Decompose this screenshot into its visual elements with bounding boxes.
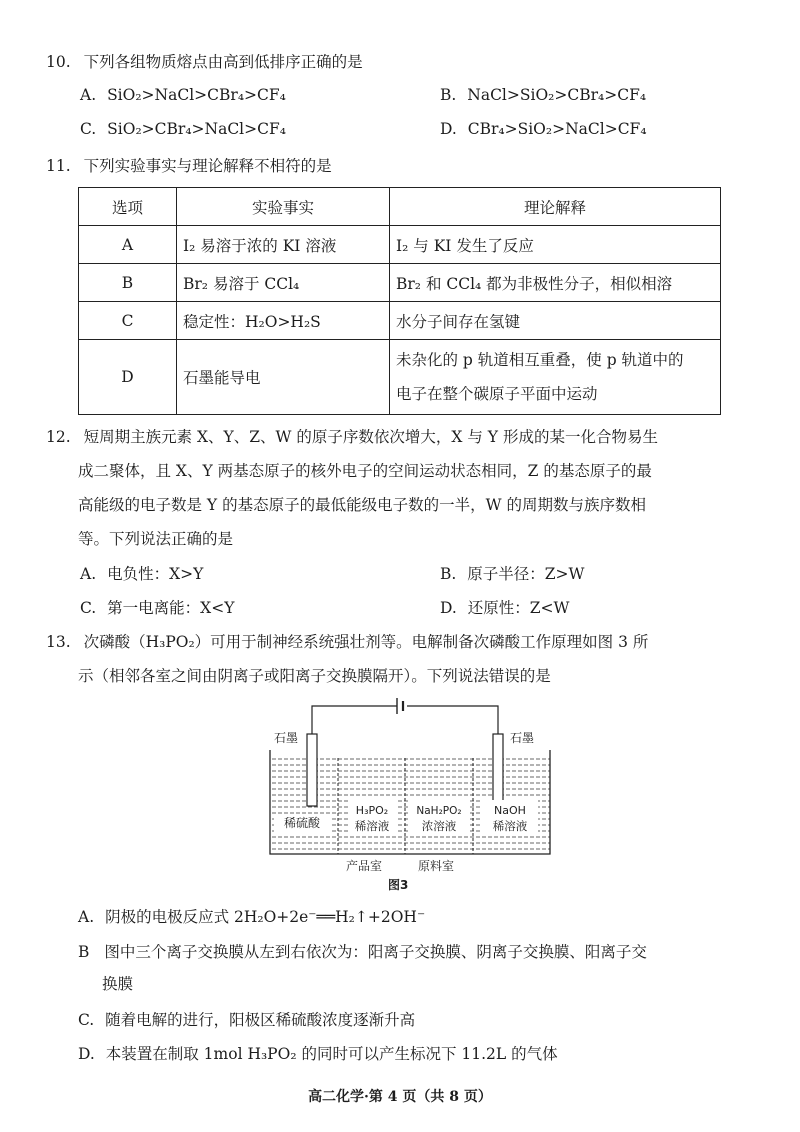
header-theory: 理论解释 bbox=[390, 188, 721, 226]
q12-option-a[interactable]: A. 电负性：X>Y bbox=[80, 565, 204, 583]
header-option: 选项 bbox=[79, 188, 177, 226]
page-footer: 高二化学·第 4 页（共 8 页） bbox=[308, 1089, 492, 1105]
q12-stem-line-3: 高能级的电子数是 Y 的基态原子的最低能级电子数的一半，W 的周期数与族序数相 bbox=[78, 496, 646, 514]
q13-option-c[interactable]: C. 随着电解的进行，阳极区稀硫酸浓度逐渐升高 bbox=[78, 1011, 416, 1029]
raw-chamber-label: 原料室 bbox=[417, 859, 455, 873]
theory-line-1: 未杂化的 p 轨道相互重叠，使 p 轨道中的 bbox=[396, 351, 684, 369]
q10-option-c[interactable]: C. SiO₂>CBr₄>NaCl>CF₄ bbox=[80, 120, 286, 138]
chamber3-label-2: 浓溶液 bbox=[421, 819, 457, 833]
q13-option-b[interactable]: B 图中三个离子交换膜从左到右依次为：阳离子交换膜、阴离子交换膜、阳离子交 bbox=[78, 943, 647, 961]
table-row: D 石墨能导电 未杂化的 p 轨道相互重叠，使 p 轨道中的 电子在整个碳原子平面中运动 bbox=[79, 340, 721, 415]
table-row: A I₂ 易溶于浓的 KI 溶液 I₂ 与 KI 发生了反应 bbox=[79, 226, 721, 264]
q10-option-d[interactable]: D. CBr₄>SiO₂>NaCl>CF₄ bbox=[440, 120, 647, 138]
q10-option-b[interactable]: B. NaCl>SiO₂>CBr₄>CF₄ bbox=[440, 86, 647, 104]
q13-stem-line-2: 示（相邻各室之间由阴离子或阳离子交换膜隔开）。下列说法错误的是 bbox=[78, 667, 551, 685]
q10-stem-line bbox=[46, 50, 363, 72]
wire-right bbox=[407, 706, 498, 742]
table-header-row bbox=[79, 188, 721, 226]
q13-stem-line-1: 13. 次磷酸（H₃PO₂）可用于制神经系统强壮剂等。电解制备次磷酸工作原理如图 3 所 bbox=[46, 633, 649, 651]
q10-option-a[interactable]: A. SiO₂>NaCl>CBr₄>CF₄ bbox=[80, 86, 286, 104]
q12-number: 12. bbox=[46, 428, 71, 446]
q13-option-a[interactable]: A. 阴极的电极反应式 2H₂O+2e⁻══H₂↑+2OH⁻ bbox=[78, 908, 426, 926]
theory-line-2: 电子在整个碳原子平面中运动 bbox=[396, 385, 598, 403]
q11-table bbox=[78, 187, 721, 415]
table-row: C 稳定性：H₂O>H₂S 水分子间存在氢键 bbox=[79, 302, 721, 340]
q11-number: 11. bbox=[46, 157, 71, 175]
chamber2-label-1: H₃PO₂ bbox=[355, 804, 389, 817]
q12-option-c[interactable]: C. 第一电离能：X<Y bbox=[80, 599, 235, 617]
header-fact: 实验事实 bbox=[177, 188, 390, 226]
q12-stem-line-2: 成二聚体，且 X、Y 两基态原子的核外电子的空间运动状态相同，Z 的基态原子的最 bbox=[78, 462, 652, 480]
q12-option-d[interactable]: D. 还原性：Z<W bbox=[440, 599, 570, 617]
q11-stem: 下列实验事实与理论解释不相符的是 bbox=[83, 157, 332, 175]
figure-caption: 图3 bbox=[388, 878, 409, 892]
q13-option-d[interactable]: D. 本装置在制取 1mol H₃PO₂ 的同时可以产生标况下 11.2L 的气体 bbox=[78, 1045, 558, 1063]
chamber4-label-1: NaOH bbox=[494, 804, 526, 817]
chamber3-label-1: NaH₂PO₂ bbox=[416, 805, 462, 817]
q12-stem-line-4: 等。下列说法正确的是 bbox=[78, 530, 234, 548]
q10-stem: 下列各组物质熔点由高到低排序正确的是 bbox=[83, 53, 363, 71]
chamber4-label-2: 稀溶液 bbox=[492, 819, 528, 833]
chamber2-label-2: 稀溶液 bbox=[354, 819, 390, 833]
q13-option-b-line-2: 换膜 bbox=[102, 975, 134, 993]
table-row: B Br₂ 易溶于 CCl₄ Br₂ 和 CCl₄ 都为非极性分子，相似相溶 bbox=[79, 264, 721, 302]
q12-option-b[interactable]: B. 原子半径：Z>W bbox=[440, 565, 585, 583]
left-electrode bbox=[307, 734, 317, 806]
q12-stem-line-1: 12. 短周期主族元素 X、Y、Z、W 的原子序数依次增大，X 与 Y 形成的某一化合物易生 bbox=[46, 428, 658, 446]
right-electrode-label: 石墨 bbox=[510, 731, 535, 745]
chamber1-label: 稀硫酸 bbox=[283, 816, 321, 830]
left-electrode-label: 石墨 bbox=[274, 731, 299, 745]
right-electrode bbox=[493, 734, 503, 806]
q10-number: 10. bbox=[46, 53, 71, 71]
q11-stem-line bbox=[46, 154, 332, 176]
product-chamber-label: 产品室 bbox=[345, 859, 383, 873]
electrolysis-diagram bbox=[260, 690, 560, 875]
q13-number: 13. bbox=[46, 633, 71, 651]
wire-left bbox=[312, 706, 397, 742]
